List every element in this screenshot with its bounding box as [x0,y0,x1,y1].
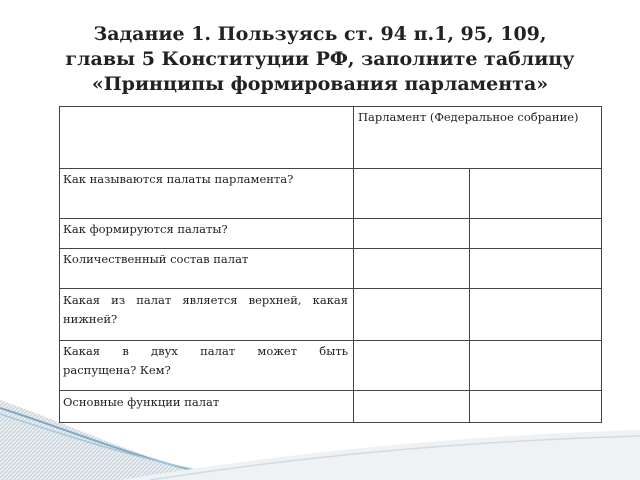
row-label-composition: Количественный состав палат [63,252,249,266]
row-label-formation: Как формируются палаты? [63,222,228,236]
table-header-parliament: Парламент (Федеральное собрание) [358,110,579,124]
row-label-dissolution-line1: Какая в двух палат может быть [63,344,348,358]
title-line-1: Задание 1. Пользуясь ст. 94 п.1, 95, 109, [93,23,547,45]
title-line-2: главы 5 Конституции РФ, заполните таблицу [65,48,575,70]
row-label-dissolution-line2: распущена? Кем? [63,363,171,377]
title-line-3: «Принципы формирования парламента» [91,73,549,95]
row-label-upper-lower-line1: Какая из палат является верхней, какая [63,293,348,307]
row-label-upper-lower-line2: нижней? [63,312,118,326]
row-label-chambers-names: Как называются палаты парламента? [63,172,294,186]
row-label-functions: Основные функции палат [63,395,220,409]
